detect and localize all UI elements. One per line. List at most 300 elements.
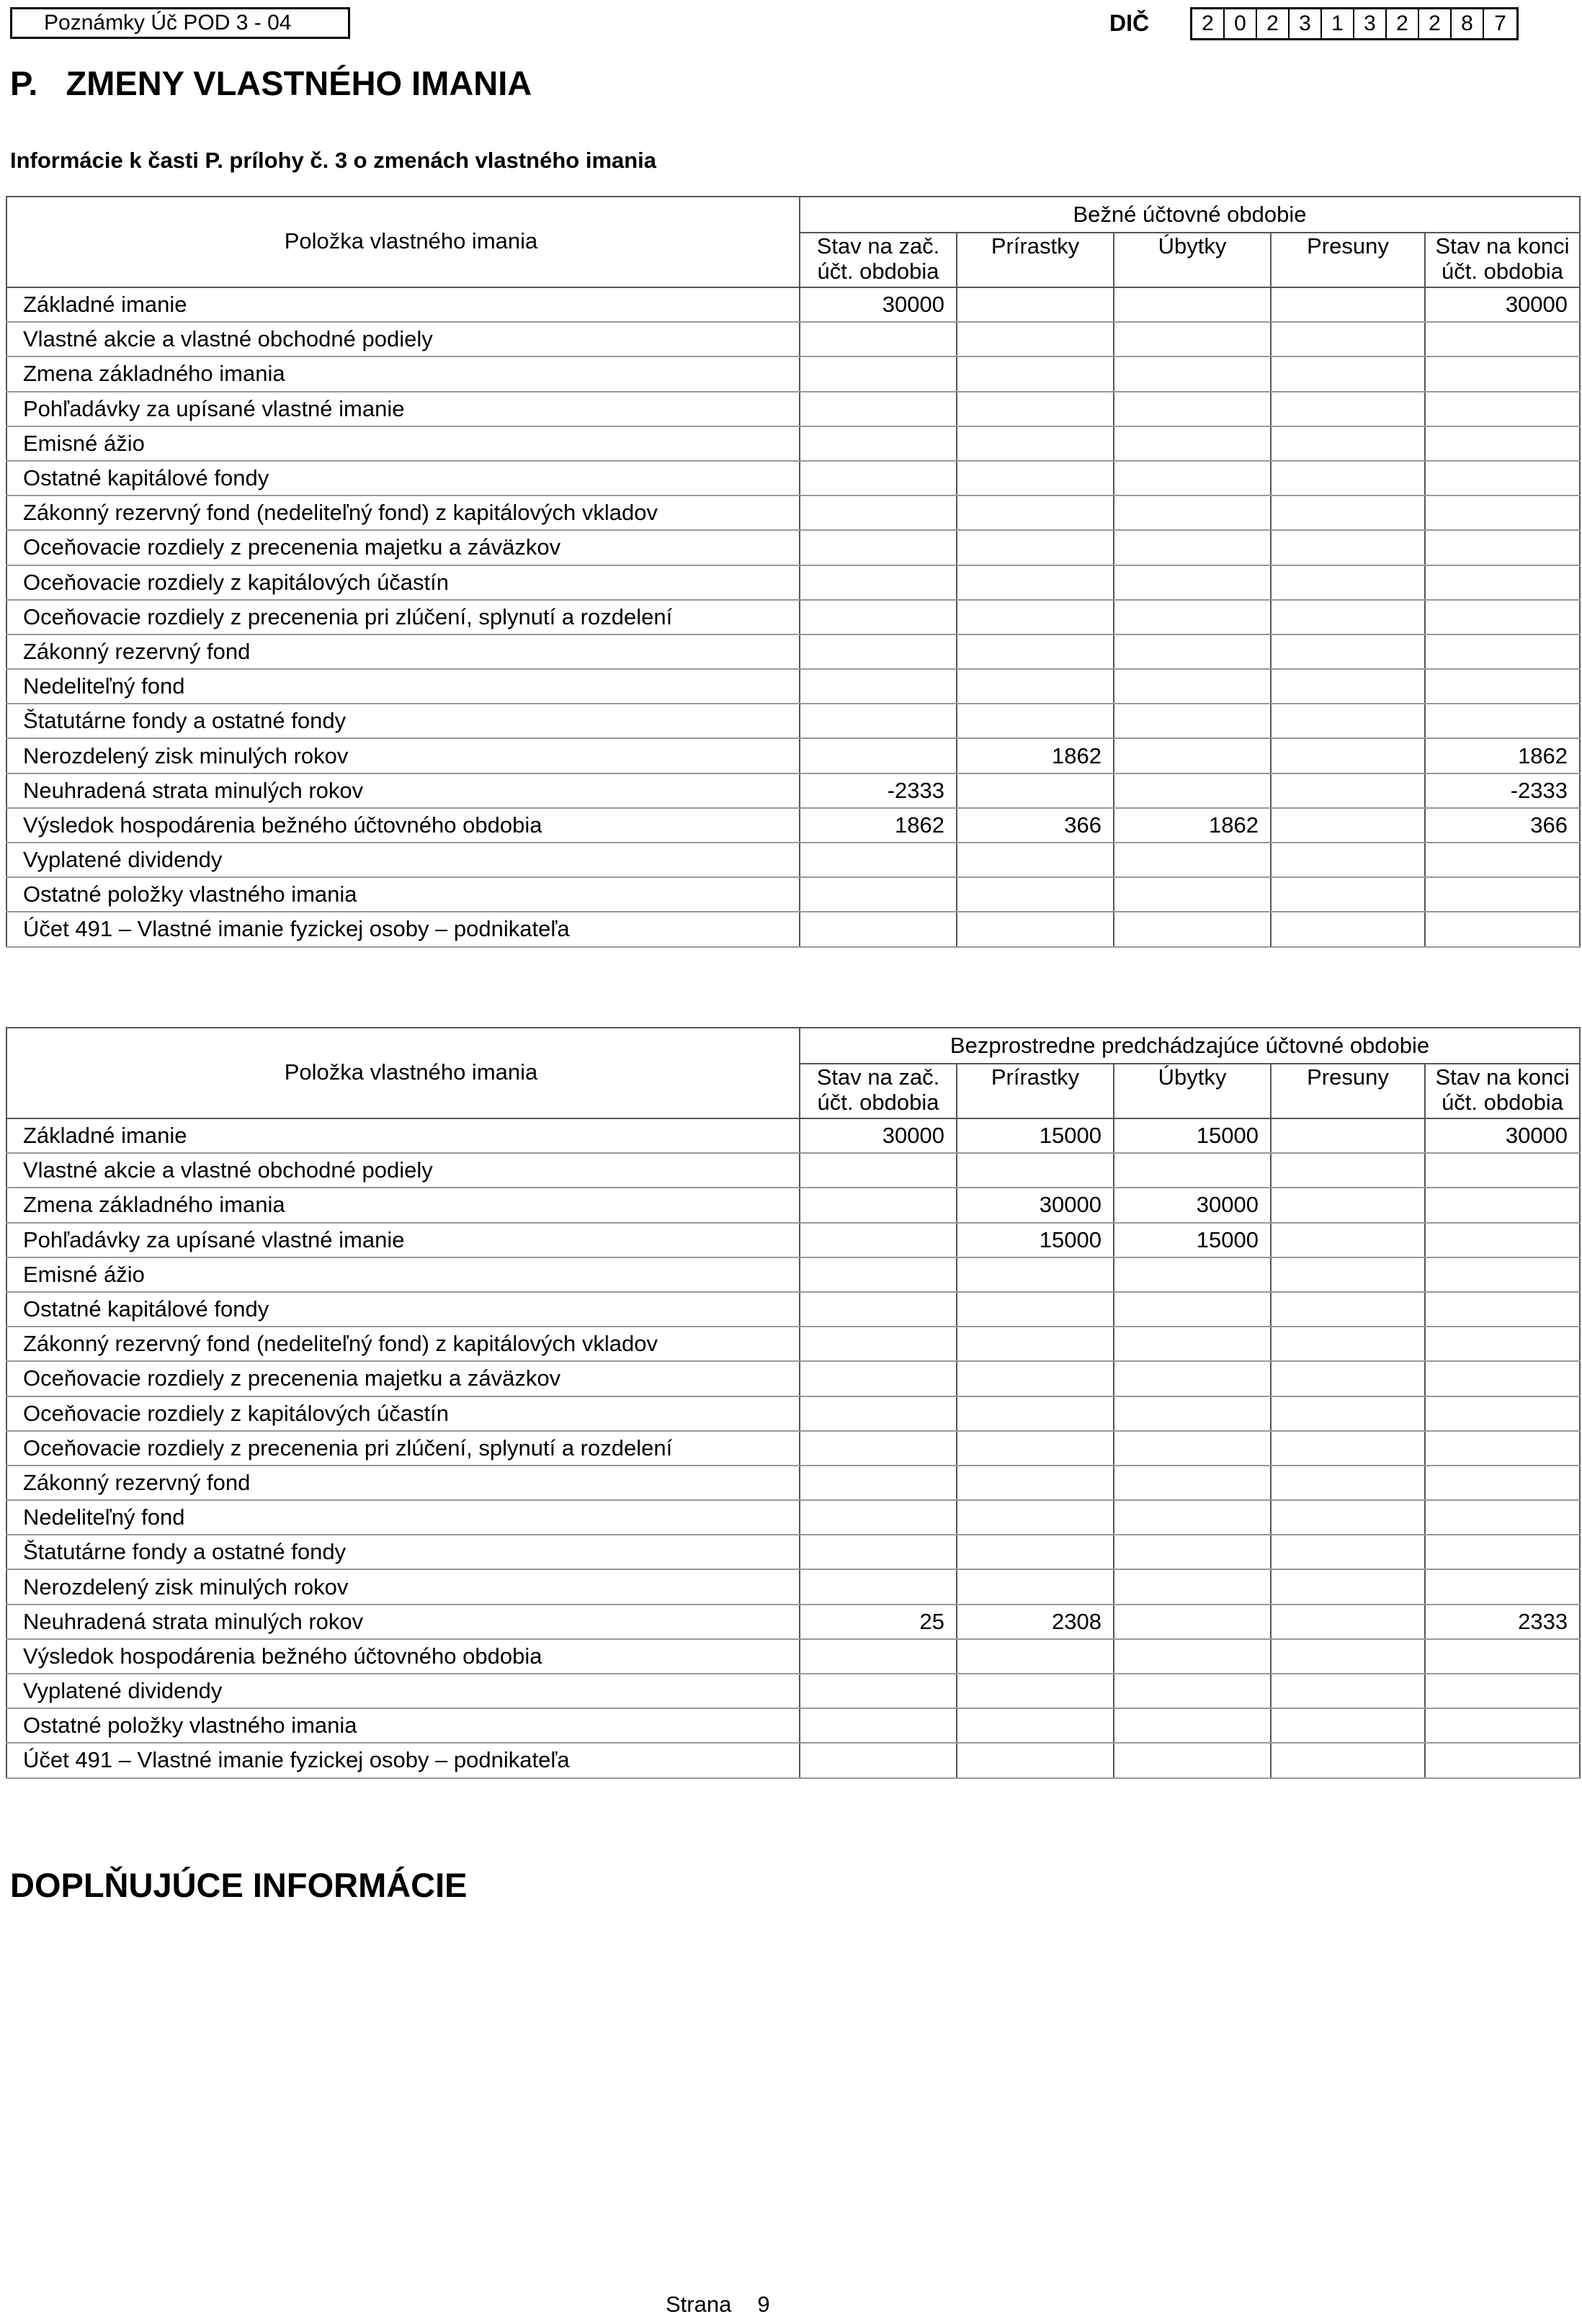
- decreases-cell: [1114, 1361, 1271, 1396]
- decreases-cell: [1114, 530, 1271, 565]
- row-label: Zákonný rezervný fond: [6, 1466, 800, 1500]
- start-balance-cell: [800, 1223, 957, 1257]
- additions-cell: [957, 669, 1114, 704]
- dic-digit-boxes: [1190, 7, 1519, 40]
- decreases-cell: [1114, 322, 1271, 356]
- transfers-cell: [1271, 426, 1425, 461]
- supplementary-title: DOPLŇUJÚCE INFORMÁCIE: [10, 1866, 468, 1904]
- dic-digit: 2: [1192, 9, 1225, 38]
- row-label: Štatutárne fondy a ostatné fondy: [6, 1535, 800, 1569]
- row-label: Výsledok hospodárenia bežného účtovného obdobia: [6, 808, 800, 843]
- transfers-cell: [1271, 1327, 1425, 1361]
- transfers-cell: [1271, 1708, 1425, 1743]
- start-balance-cell: [800, 1674, 957, 1708]
- decreases-cell: [1114, 356, 1271, 391]
- decreases-cell: [1114, 495, 1271, 530]
- row-label: Nedeliteľný fond: [6, 669, 800, 704]
- dic-digit: 2: [1419, 9, 1452, 38]
- decreases-header: Úbytky: [1114, 1064, 1271, 1118]
- additions-cell: [957, 1361, 1114, 1396]
- table-row: [6, 1535, 1580, 1569]
- transfers-cell: [1271, 877, 1425, 912]
- transfers-cell: [1271, 600, 1425, 634]
- additions-cell: 366: [957, 808, 1114, 843]
- additions-cell: [957, 1708, 1114, 1743]
- end-balance-cell: [1425, 1361, 1580, 1396]
- decreases-cell: [1114, 1466, 1271, 1500]
- decreases-cell: 1862: [1114, 808, 1271, 843]
- end-balance-cell: [1425, 1223, 1580, 1257]
- additions-cell: [957, 912, 1114, 946]
- start-balance-header-line2: účt. obdobia: [817, 1090, 939, 1115]
- start-balance-cell: [800, 1327, 957, 1361]
- start-balance-cell: [800, 322, 957, 356]
- start-balance-cell: [800, 1466, 957, 1500]
- additions-cell: [957, 634, 1114, 669]
- decreases-cell: [1114, 287, 1271, 322]
- transfers-cell: [1271, 1153, 1425, 1188]
- end-balance-cell: [1425, 634, 1580, 669]
- start-balance-header: [800, 233, 957, 287]
- start-balance-cell: [800, 738, 957, 773]
- additions-cell: [957, 1639, 1114, 1674]
- row-label: Základné imanie: [6, 287, 800, 322]
- end-balance-header-line2: účt. obdobia: [1442, 1090, 1563, 1115]
- start-balance-cell: [800, 1569, 957, 1604]
- row-label: Ostatné položky vlastného imania: [6, 1708, 800, 1743]
- end-balance-cell: 30000: [1425, 287, 1580, 322]
- table-row: [6, 565, 1580, 600]
- row-label: Oceňovacie rozdiely z precenenia pri zlúčení, splynutí a rozdelení: [6, 1431, 800, 1466]
- additions-cell: [957, 322, 1114, 356]
- table-row: [6, 912, 1580, 946]
- table-row: [6, 738, 1580, 773]
- row-label: Štatutárne fondy a ostatné fondy: [6, 704, 800, 738]
- start-balance-header-line1: Stav na zač.: [816, 1064, 940, 1090]
- additions-cell: [957, 600, 1114, 634]
- additions-cell: [957, 704, 1114, 738]
- decreases-cell: [1114, 1569, 1271, 1604]
- end-balance-cell: [1425, 495, 1580, 530]
- start-balance-cell: [800, 356, 957, 391]
- table-row: [6, 1466, 1580, 1500]
- additions-cell: 15000: [957, 1118, 1114, 1153]
- table-row: [6, 600, 1580, 634]
- additions-cell: [957, 1327, 1114, 1361]
- additions-cell: [957, 877, 1114, 912]
- table-row: [6, 1361, 1580, 1396]
- start-balance-cell: [800, 634, 957, 669]
- decreases-cell: [1114, 912, 1271, 946]
- start-balance-cell: [800, 1188, 957, 1222]
- transfers-cell: [1271, 1396, 1425, 1431]
- table-row: [6, 1327, 1580, 1361]
- table-row: [6, 1743, 1580, 1777]
- end-balance-cell: [1425, 565, 1580, 600]
- end-balance-cell: 1862: [1425, 738, 1580, 773]
- start-balance-cell: [800, 1431, 957, 1466]
- transfers-cell: [1271, 1188, 1425, 1222]
- dic-digit: 3: [1290, 9, 1322, 38]
- end-balance-header: [1425, 1064, 1580, 1118]
- start-balance-cell: -2333: [800, 773, 957, 808]
- row-label: Základné imanie: [6, 1118, 800, 1153]
- additions-cell: [957, 530, 1114, 565]
- table-row: [6, 1292, 1580, 1327]
- additions-header: Prírastky: [957, 233, 1114, 287]
- end-balance-cell: -2333: [1425, 773, 1580, 808]
- start-balance-header-line1: Stav na zač.: [816, 233, 940, 259]
- row-label: Účet 491 – Vlastné imanie fyzickej osoby – podnikateľa: [6, 912, 800, 946]
- transfers-cell: [1271, 1605, 1425, 1639]
- table-row: [6, 1605, 1580, 1639]
- transfers-header: Presuny: [1271, 233, 1425, 287]
- transfers-cell: [1271, 738, 1425, 773]
- end-balance-cell: [1425, 1188, 1580, 1222]
- additions-cell: [957, 1153, 1114, 1188]
- end-balance-cell: [1425, 1569, 1580, 1604]
- dic-digit: 3: [1354, 9, 1387, 38]
- start-balance-cell: [800, 877, 957, 912]
- transfers-cell: [1271, 773, 1425, 808]
- row-label: Vlastné akcie a vlastné obchodné podiely: [6, 1153, 800, 1188]
- table-row: [6, 808, 1580, 843]
- decreases-cell: [1114, 1743, 1271, 1777]
- decreases-cell: [1114, 565, 1271, 600]
- start-balance-cell: [800, 426, 957, 461]
- decreases-cell: [1114, 634, 1271, 669]
- decreases-cell: [1114, 1500, 1271, 1535]
- transfers-cell: [1271, 704, 1425, 738]
- transfers-cell: [1271, 634, 1425, 669]
- decreases-cell: [1114, 738, 1271, 773]
- end-balance-header-line1: Stav na konci: [1435, 1064, 1570, 1090]
- additions-cell: [957, 1257, 1114, 1292]
- end-balance-cell: [1425, 322, 1580, 356]
- item-column-header: Položka vlastného imania: [6, 197, 800, 287]
- end-balance-cell: [1425, 1396, 1580, 1431]
- start-balance-cell: [800, 1396, 957, 1431]
- decreases-cell: [1114, 704, 1271, 738]
- row-label: Ostatné kapitálové fondy: [6, 1292, 800, 1327]
- start-balance-cell: [800, 1361, 957, 1396]
- end-balance-cell: [1425, 1327, 1580, 1361]
- start-balance-cell: 30000: [800, 1118, 957, 1153]
- start-balance-cell: [800, 669, 957, 704]
- row-label: Zmena základného imania: [6, 1188, 800, 1222]
- row-label: Nedeliteľný fond: [6, 1500, 800, 1535]
- table-row: [6, 1396, 1580, 1431]
- dic-digit: 8: [1452, 9, 1484, 38]
- start-balance-cell: [800, 912, 957, 946]
- decreases-cell: [1114, 843, 1271, 877]
- start-balance-cell: 30000: [800, 287, 957, 322]
- end-balance-cell: [1425, 1500, 1580, 1535]
- additions-cell: [957, 1674, 1114, 1708]
- transfers-cell: [1271, 1361, 1425, 1396]
- row-label: Oceňovacie rozdiely z precenenia majetku a záväzkov: [6, 1361, 800, 1396]
- decreases-cell: [1114, 392, 1271, 426]
- page-number: 9: [757, 2292, 770, 2317]
- transfers-cell: [1271, 1535, 1425, 1569]
- decreases-cell: [1114, 426, 1271, 461]
- decreases-cell: [1114, 669, 1271, 704]
- table-row: [6, 1118, 1580, 1153]
- decreases-cell: [1114, 1396, 1271, 1431]
- start-balance-cell: [800, 1153, 957, 1188]
- additions-cell: 30000: [957, 1188, 1114, 1222]
- decreases-cell: [1114, 1431, 1271, 1466]
- table-row: [6, 461, 1580, 495]
- dic-digit: 0: [1225, 9, 1257, 38]
- dic-label: DIČ: [1109, 10, 1150, 36]
- transfers-cell: [1271, 1569, 1425, 1604]
- end-balance-cell: [1425, 530, 1580, 565]
- row-label: Zákonný rezervný fond (nedeliteľný fond) z kapitálových vkladov: [6, 1327, 800, 1361]
- additions-cell: [957, 356, 1114, 391]
- row-label: Emisné ážio: [6, 426, 800, 461]
- start-balance-cell: [800, 1708, 957, 1743]
- start-balance-cell: [800, 530, 957, 565]
- transfers-cell: [1271, 1466, 1425, 1500]
- decreases-cell: [1114, 773, 1271, 808]
- additions-cell: 2308: [957, 1605, 1114, 1639]
- decreases-header: Úbytky: [1114, 233, 1271, 287]
- end-balance-cell: 30000: [1425, 1118, 1580, 1153]
- table-row: [6, 1257, 1580, 1292]
- additions-cell: [957, 392, 1114, 426]
- row-label: Emisné ážio: [6, 1257, 800, 1292]
- transfers-cell: [1271, 495, 1425, 530]
- end-balance-cell: [1425, 392, 1580, 426]
- transfers-cell: [1271, 1431, 1425, 1466]
- start-balance-header: [800, 1064, 957, 1118]
- additions-cell: 1862: [957, 738, 1114, 773]
- table-row: [6, 1708, 1580, 1743]
- start-balance-cell: [800, 565, 957, 600]
- decreases-cell: [1114, 1674, 1271, 1708]
- table-row: [6, 1500, 1580, 1535]
- row-label: Zákonný rezervný fond (nedeliteľný fond) z kapitálových vkladov: [6, 495, 800, 530]
- row-label: Oceňovacie rozdiely z precenenia majetku a záväzkov: [6, 530, 800, 565]
- decreases-cell: [1114, 1605, 1271, 1639]
- end-balance-cell: [1425, 912, 1580, 946]
- decreases-cell: [1114, 1153, 1271, 1188]
- decreases-cell: 30000: [1114, 1188, 1271, 1222]
- page-label: Strana: [666, 2292, 732, 2317]
- additions-cell: [957, 426, 1114, 461]
- additions-header: Prírastky: [957, 1064, 1114, 1118]
- end-balance-cell: [1425, 600, 1580, 634]
- end-balance-cell: 2333: [1425, 1605, 1580, 1639]
- end-balance-cell: [1425, 1639, 1580, 1674]
- end-balance-cell: [1425, 426, 1580, 461]
- decreases-cell: 15000: [1114, 1118, 1271, 1153]
- additions-cell: [957, 1396, 1114, 1431]
- additions-cell: [957, 1743, 1114, 1777]
- start-balance-cell: [800, 704, 957, 738]
- dic-digit: 2: [1387, 9, 1419, 38]
- transfers-cell: [1271, 808, 1425, 843]
- table-row: [6, 704, 1580, 738]
- row-label: Pohľadávky za upísané vlastné imanie: [6, 1223, 800, 1257]
- decreases-cell: 15000: [1114, 1223, 1271, 1257]
- start-balance-cell: [800, 1257, 957, 1292]
- end-balance-cell: [1425, 356, 1580, 391]
- table-row: [6, 530, 1580, 565]
- additions-cell: [957, 1292, 1114, 1327]
- row-label: Nerozdelený zisk minulých rokov: [6, 738, 800, 773]
- end-balance-cell: [1425, 1292, 1580, 1327]
- decreases-cell: [1114, 1292, 1271, 1327]
- table-row: [6, 843, 1580, 877]
- end-balance-cell: [1425, 877, 1580, 912]
- additions-cell: [957, 1569, 1114, 1604]
- table-row: [6, 495, 1580, 530]
- transfers-cell: [1271, 287, 1425, 322]
- table-row: [6, 877, 1580, 912]
- info-line: Informácie k časti P. prílohy č. 3 o zmenách vlastného imania: [10, 148, 657, 173]
- end-balance-header: [1425, 233, 1580, 287]
- start-balance-cell: [800, 392, 957, 426]
- end-balance-cell: [1425, 704, 1580, 738]
- table-row: [6, 669, 1580, 704]
- end-balance-cell: [1425, 1743, 1580, 1777]
- table-row: [6, 356, 1580, 391]
- end-balance-cell: [1425, 1674, 1580, 1708]
- end-balance-cell: [1425, 1708, 1580, 1743]
- additions-cell: [957, 1431, 1114, 1466]
- row-label: Zmena základného imania: [6, 356, 800, 391]
- row-label: Oceňovacie rozdiely z precenenia pri zlúčení, splynutí a rozdelení: [6, 600, 800, 634]
- transfers-cell: [1271, 1674, 1425, 1708]
- table-row: [6, 1153, 1580, 1188]
- dic-digit: 7: [1494, 12, 1506, 35]
- row-label: Pohľadávky za upísané vlastné imanie: [6, 392, 800, 426]
- end-balance-cell: [1425, 461, 1580, 495]
- table-row: [6, 392, 1580, 426]
- start-balance-header-line2: účt. obdobia: [817, 259, 939, 284]
- additions-cell: [957, 495, 1114, 530]
- decreases-cell: [1114, 877, 1271, 912]
- period-header: Bežné účtovné obdobie: [800, 197, 1580, 233]
- end-balance-cell: [1425, 1153, 1580, 1188]
- end-balance-cell: [1425, 1466, 1580, 1500]
- row-label: Ostatné kapitálové fondy: [6, 461, 800, 495]
- end-balance-cell: 366: [1425, 808, 1580, 843]
- start-balance-cell: [800, 1639, 957, 1674]
- page-footer: [666, 2290, 770, 2319]
- additions-cell: [957, 843, 1114, 877]
- table-row: [6, 426, 1580, 461]
- table-row: [6, 1223, 1580, 1257]
- decreases-cell: [1114, 1639, 1271, 1674]
- equity-table-previous: [6, 1027, 1581, 1779]
- start-balance-cell: 1862: [800, 808, 957, 843]
- dic-digit: 2: [1257, 9, 1290, 38]
- table-row: [6, 1674, 1580, 1708]
- additions-cell: 15000: [957, 1223, 1114, 1257]
- table-row: [6, 287, 1580, 322]
- start-balance-cell: [800, 843, 957, 877]
- transfers-cell: [1271, 1500, 1425, 1535]
- row-label: Neuhradená strata minulých rokov: [6, 1605, 800, 1639]
- row-label: Účet 491 – Vlastné imanie fyzickej osoby – podnikateľa: [6, 1743, 800, 1777]
- additions-cell: [957, 1535, 1114, 1569]
- start-balance-cell: [800, 1535, 957, 1569]
- row-label: Ostatné položky vlastného imania: [6, 877, 800, 912]
- transfers-cell: [1271, 912, 1425, 946]
- row-label: Vlastné akcie a vlastné obchodné podiely: [6, 322, 800, 356]
- row-label: Oceňovacie rozdiely z kapitálových účastín: [6, 1396, 800, 1431]
- transfers-cell: [1271, 1118, 1425, 1153]
- end-balance-header-line1: Stav na konci: [1435, 233, 1570, 259]
- transfers-cell: [1271, 843, 1425, 877]
- table-row: [6, 634, 1580, 669]
- additions-cell: [957, 773, 1114, 808]
- end-balance-cell: [1425, 1535, 1580, 1569]
- row-label: Neuhradená strata minulých rokov: [6, 773, 800, 808]
- row-label: Výsledok hospodárenia bežného účtovného obdobia: [6, 1639, 800, 1674]
- additions-cell: [957, 287, 1114, 322]
- transfers-cell: [1271, 669, 1425, 704]
- additions-cell: [957, 1466, 1114, 1500]
- decreases-cell: [1114, 461, 1271, 495]
- start-balance-cell: 25: [800, 1605, 957, 1639]
- start-balance-cell: [800, 1292, 957, 1327]
- table-row: [6, 1569, 1580, 1604]
- end-balance-header-line2: účt. obdobia: [1442, 259, 1563, 284]
- row-label: Vyplatené dividendy: [6, 1674, 800, 1708]
- table-row: [6, 322, 1580, 356]
- item-column-header: Položka vlastného imania: [6, 1028, 800, 1118]
- additions-cell: [957, 461, 1114, 495]
- transfers-cell: [1271, 1223, 1425, 1257]
- form-label: Poznámky Úč POD 3 - 04: [10, 7, 350, 39]
- additions-cell: [957, 565, 1114, 600]
- period-header: Bezprostredne predchádzajúce účtovné obdobie: [800, 1028, 1580, 1064]
- start-balance-cell: [800, 600, 957, 634]
- end-balance-cell: [1425, 1257, 1580, 1292]
- transfers-cell: [1271, 530, 1425, 565]
- transfers-cell: [1271, 461, 1425, 495]
- decreases-cell: [1114, 1708, 1271, 1743]
- additions-cell: [957, 1500, 1114, 1535]
- end-balance-cell: [1425, 669, 1580, 704]
- transfers-header: Presuny: [1271, 1064, 1425, 1118]
- section-title: P. ZMENY VLASTNÉHO IMANIA: [10, 64, 532, 102]
- row-label: Zákonný rezervný fond: [6, 634, 800, 669]
- transfers-cell: [1271, 1292, 1425, 1327]
- table-row: [6, 773, 1580, 808]
- transfers-cell: [1271, 392, 1425, 426]
- decreases-cell: [1114, 600, 1271, 634]
- row-label: Oceňovacie rozdiely z kapitálových účastín: [6, 565, 800, 600]
- decreases-cell: [1114, 1535, 1271, 1569]
- decreases-cell: [1114, 1327, 1271, 1361]
- table-row: [6, 1188, 1580, 1222]
- table-row: [6, 1639, 1580, 1674]
- equity-table-current: [6, 196, 1581, 948]
- decreases-cell: [1114, 1257, 1271, 1292]
- start-balance-cell: [800, 1743, 957, 1777]
- row-label: Nerozdelený zisk minulých rokov: [6, 1569, 800, 1604]
- transfers-cell: [1271, 1743, 1425, 1777]
- end-balance-cell: [1425, 1431, 1580, 1466]
- end-balance-cell: [1425, 843, 1580, 877]
- dic-digit: 1: [1322, 9, 1354, 38]
- transfers-cell: [1271, 356, 1425, 391]
